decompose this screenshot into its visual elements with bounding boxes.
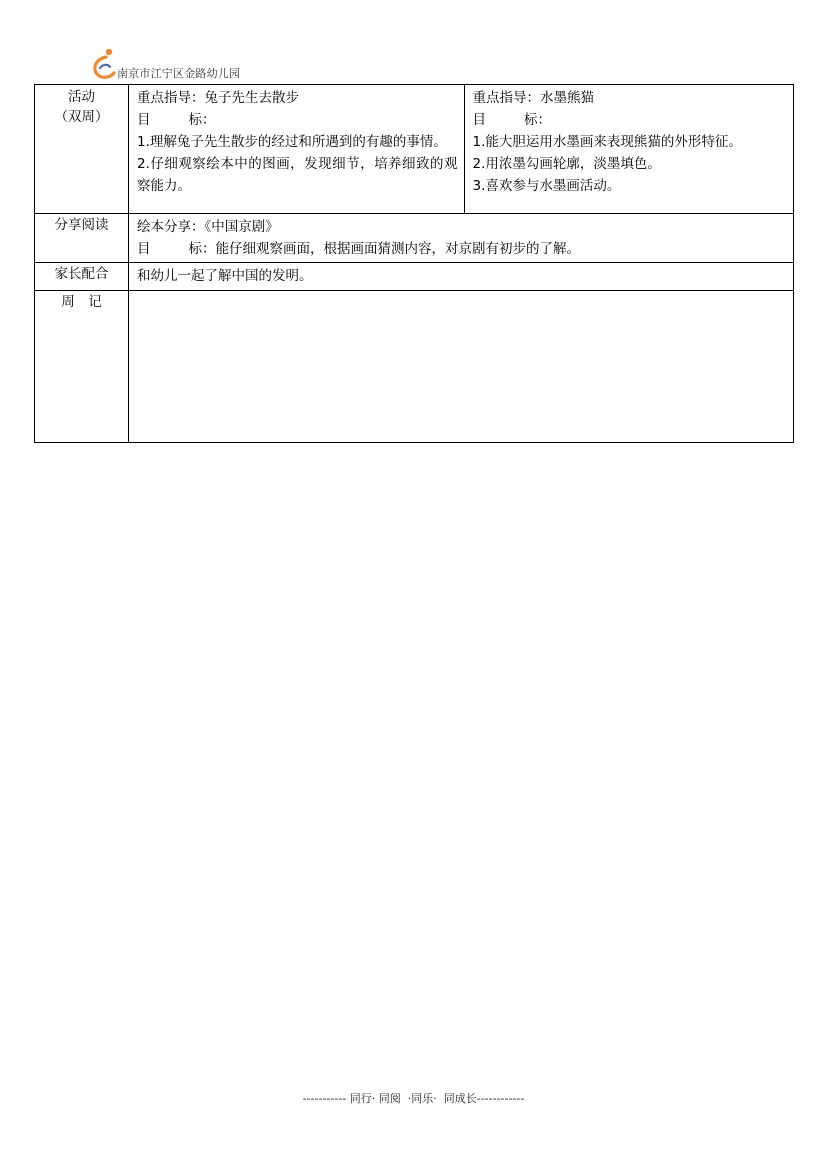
activity-label: 活动 [68,89,95,105]
activity-right-goal-2: 2.用浓墨勾画轮廓，淡墨填色。 [472,156,661,172]
weekly-notes-label: 周 记 [35,291,129,443]
page-footer: ----------- 同行· 同阅 ·同乐· 同成长------------ [302,1092,525,1105]
activity-right-goal-1: 1.能大胆运用水墨画来表现熊猫的外形特征。 [472,134,742,150]
parents-label: 家长配合 [35,263,129,291]
kindergarten-name: 南京市江宁区金路幼儿园 [117,67,241,80]
activity-row [35,85,794,214]
activity-right-goal-label: 目 标： [472,112,551,128]
weekly-plan-table [34,84,794,443]
kindergarten-logo-icon [90,46,120,80]
activity-left-goal-2: 2.仔细观察绘本中的图画，发现细节，培养细致的观察能力。 [137,156,458,194]
activity-label-cell [35,85,129,214]
activity-left-goal-1: 1.理解兔子先生散步的经过和所遇到的有趣的事情。 [137,134,447,150]
activity-right-column [465,85,794,213]
parents-row [35,263,794,291]
page-header [90,46,390,82]
reading-label: 分享阅读 [35,214,129,263]
weekly-notes-row [35,291,794,443]
activity-left-goal-label: 目 标： [137,112,216,128]
activity-right-goal-3: 3.喜欢参与水墨画活动。 [472,178,621,194]
activity-label-sub: （双周） [54,109,109,125]
activity-right-title: 重点指导：水墨熊猫 [472,90,594,106]
activity-left-column [129,85,465,213]
reading-goal: 目 标：能仔细观察画面，根据画面猜测内容，对京剧有初步的了解。 [137,241,580,257]
parents-content: 和幼儿一起了解中国的发明。 [129,263,794,291]
weekly-notes-content [129,291,794,443]
activity-content-cell [129,85,794,214]
reading-row [35,214,794,263]
reading-book: 绘本分享：《中国京剧》 [137,219,279,235]
activity-left-title: 重点指导：兔子先生去散步 [137,90,299,106]
reading-content-cell [129,214,794,263]
